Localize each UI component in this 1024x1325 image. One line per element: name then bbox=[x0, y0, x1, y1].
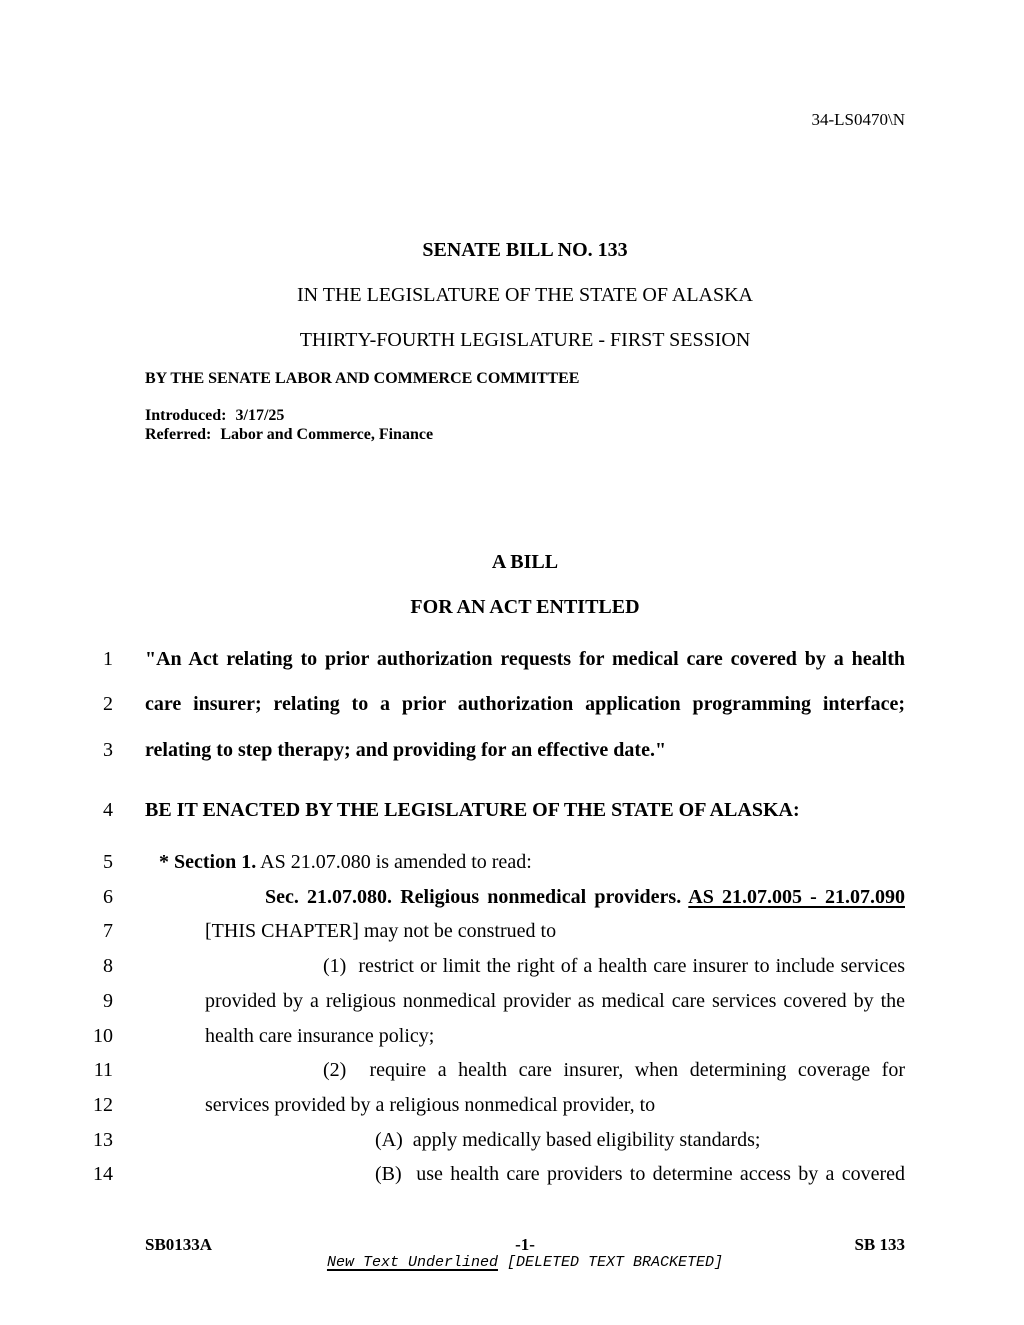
bill-line bbox=[0, 1127, 1024, 1153]
bill-heading: A BILL bbox=[491, 551, 559, 573]
referred-line bbox=[145, 425, 433, 445]
session-line: THIRTY-FOURTH LEGISLATURE - FIRST SESSION bbox=[299, 329, 751, 351]
bill-line bbox=[0, 1023, 1024, 1049]
line-text: services provided by a religious nonmedical provider, to bbox=[205, 1094, 656, 1116]
bill-line bbox=[0, 691, 1024, 717]
act-entitled-heading: FOR AN ACT ENTITLED bbox=[410, 596, 640, 618]
line-text: (2) require a health care insurer, when determining coverage for bbox=[323, 1059, 905, 1081]
footer-bill-number: SB 133 bbox=[854, 1235, 905, 1254]
line-number: 10 bbox=[93, 1025, 113, 1047]
legislature-line: IN THE LEGISLATURE OF THE STATE OF ALASKA bbox=[297, 284, 753, 306]
statute-heading: Sec. 21.07.080. Religious nonmedical providers. bbox=[265, 886, 682, 908]
line-number: 3 bbox=[103, 739, 113, 761]
line-number: 5 bbox=[103, 851, 113, 873]
line-number: 7 bbox=[103, 920, 113, 942]
line-number: 4 bbox=[103, 799, 113, 821]
bill-line bbox=[0, 884, 1024, 910]
line-number: 2 bbox=[103, 693, 113, 715]
bill-line bbox=[0, 1057, 1024, 1083]
line-text bbox=[145, 884, 905, 910]
line-text bbox=[145, 849, 905, 875]
bill-line bbox=[0, 737, 1024, 763]
line-number: 13 bbox=[93, 1129, 113, 1151]
bill-title: SENATE BILL NO. 133 bbox=[422, 239, 628, 261]
drafting-code: 34-LS0470\N bbox=[811, 110, 905, 129]
line-text: provided by a religious nonmedical provider as medical care services covered by the bbox=[205, 990, 905, 1012]
line-number: 6 bbox=[103, 886, 113, 908]
line-text: [THIS CHAPTER] may not be construed to bbox=[205, 920, 557, 942]
section-label: * Section 1. bbox=[159, 851, 257, 873]
line-text: relating to step therapy; and providing for an effective date." bbox=[145, 739, 667, 761]
line-number: 1 bbox=[103, 648, 113, 670]
footer-page-number: -1- bbox=[515, 1235, 535, 1254]
line-number: 11 bbox=[93, 1059, 113, 1081]
introduced-date: 3/17/25 bbox=[235, 407, 285, 424]
legend-new-text: New Text Underlined bbox=[326, 1254, 498, 1271]
referred-committees: Labor and Commerce, Finance bbox=[220, 426, 434, 443]
bill-line bbox=[0, 646, 1024, 672]
referred-label: Referred: bbox=[145, 426, 212, 443]
bill-line bbox=[0, 1161, 1024, 1187]
line-text: care insurer; relating to a prior authorization application programming interface; bbox=[145, 693, 905, 715]
line-text: (A) apply medically based eligibility standards; bbox=[375, 1129, 761, 1151]
line-text: health care insurance policy; bbox=[205, 1025, 435, 1047]
footer-legend bbox=[145, 1254, 905, 1272]
line-number: 8 bbox=[103, 955, 113, 977]
introduced-label: Introduced: bbox=[145, 407, 227, 424]
line-text: (B) use health care providers to determine access by a covered bbox=[375, 1163, 905, 1185]
line-number: 12 bbox=[93, 1094, 113, 1116]
line-number: 14 bbox=[93, 1163, 113, 1185]
line-text: BE IT ENACTED BY THE LEGISLATURE OF THE STATE OF ALASKA: bbox=[145, 799, 800, 821]
line-text: (1) restrict or limit the right of a health care insurer to include services bbox=[323, 955, 905, 977]
footer-version-number: SB0133A bbox=[145, 1235, 213, 1254]
bill-line bbox=[0, 988, 1024, 1014]
sponsor-line: BY THE SENATE LABOR AND COMMERCE COMMITTEE bbox=[145, 370, 580, 387]
bill-line bbox=[0, 797, 1024, 823]
line-number: 9 bbox=[103, 990, 113, 1012]
bill-line bbox=[0, 953, 1024, 979]
legend-deleted-text: [DELETED TEXT BRACKETED] bbox=[507, 1254, 724, 1271]
bill-line bbox=[0, 1092, 1024, 1118]
section-text: AS 21.07.080 is amended to read: bbox=[260, 851, 532, 873]
introduced-line bbox=[145, 406, 284, 426]
new-text-underlined: AS 21.07.005 - 21.07.090 bbox=[688, 886, 905, 908]
line-text: "An Act relating to prior authorization requests for medical care covered by a health bbox=[145, 648, 905, 670]
bill-line bbox=[0, 849, 1024, 875]
bill-line bbox=[0, 918, 1024, 944]
